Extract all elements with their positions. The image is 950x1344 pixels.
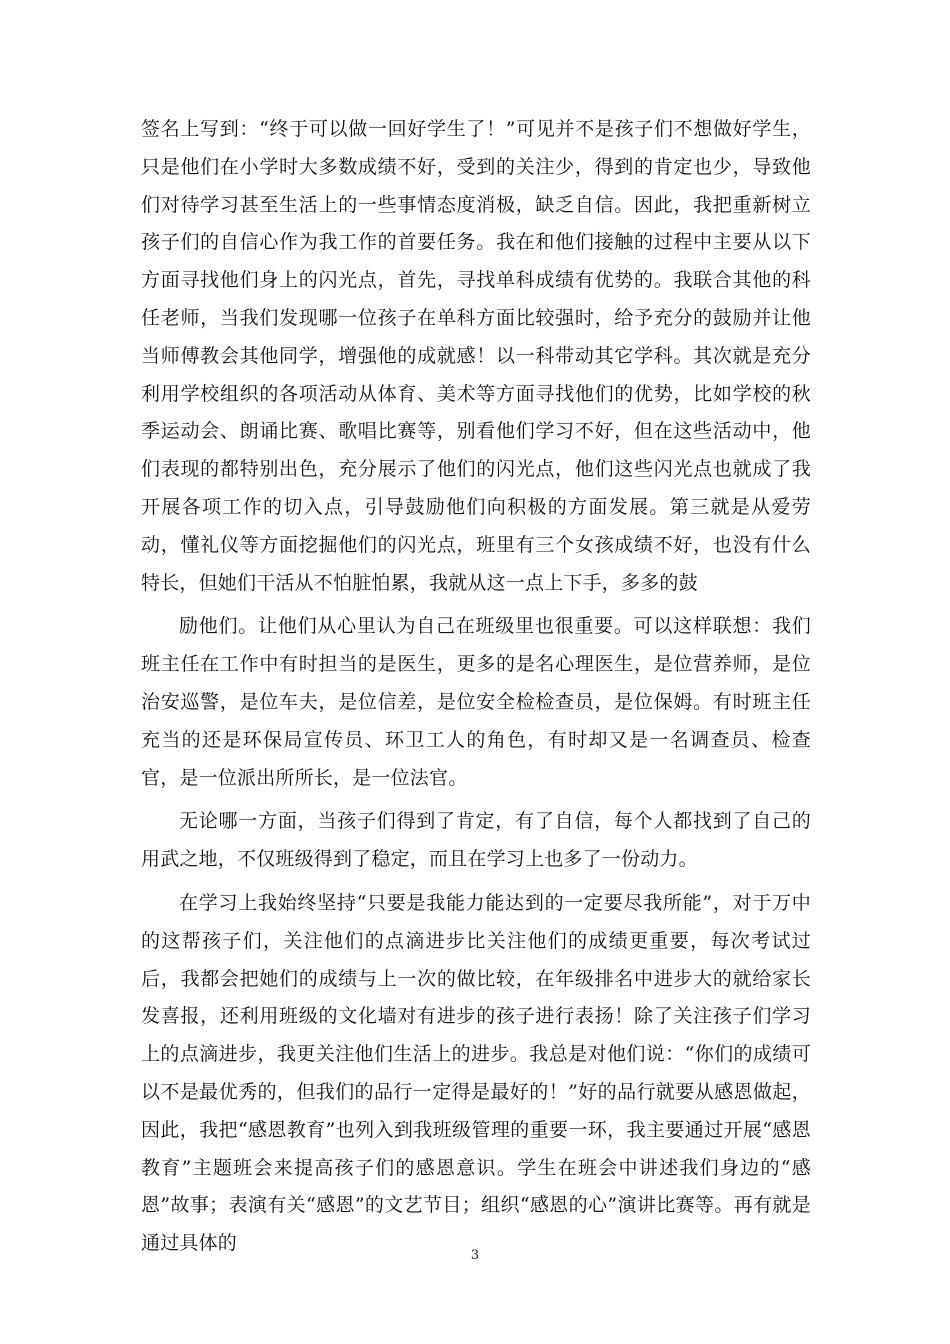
document-body: [141, 111, 811, 1263]
paragraph-4: 在学习上我始终坚持“只要是我能力能达到的一定要尽我所能”，对于万中的这帮孩子们，关注他们的点滴进步比关注他们的成绩更重要，每次考试过后，我都会把她们的成绩与上一次的做比较，在年级排名中进步大的就给家长发喜报，还利用班级的文化墙对有进步的孩子进行表扬！除了关注孩子们学习上的点滴进步，我更关注他们生活上的进步。我总是对他们说：“你们的成绩可以不是最优秀的，但我们的品行一定得是最好的！”好的品行就要从感恩做起，因此，我把“感恩教育”也列入到我班级管理的重要一环，我主要通过开展“感恩教育”主题班会来提高孩子们的感恩意识。学生在班会中讲述我们身边的“感恩”故事；表演有关“感恩”的文艺节目；组织“感恩的心”演讲比赛等。再有就是通过具体的: [141, 891, 811, 1255]
paragraph-2: 励他们。让他们从心里认为自己在班级里也很重要。可以这样联想：我们班主任在工作中有时担当的是医生，更多的是名心理医生，是位营养师，是位治安巡警，是位车夫，是位信差，是位安全检检查员，是位保姆。有时班主任充当的还是环保局宣传员、环卫工人的角色，有时却又是一名调查员、检查官，是一位派出所所长，是一位法官。: [141, 615, 811, 789]
page-number: 3: [470, 1248, 480, 1263]
paragraph-3: 无论哪一方面，当孩子们得到了肯定，有了自信，每个人都找到了自己的用武之地，不仅班级得到了稳定，而且在学习上也多了一份动力。: [141, 810, 811, 871]
paragraph-1: 签名上写到：“终于可以做一回好学生了！”可见并不是孩子们不想做好学生，只是他们在小学时大多数成绩不好，受到的关注少，得到的肯定也少，导致他们对待学习甚至生活上的一些事情态度消极，缺乏自信。因此，我把重新树立孩子们的自信心作为我工作的首要任务。我在和他们接触的过程中主要从以下方面寻找他们身上的闪光点，首先，寻找单科成绩有优势的。我联合其他的科任老师，当我们发现哪一位孩子在单科方面比较强时，给予充分的鼓励并让他当师傅教会其他同学，增强他的成就感！以一科带动其它学科。其次就是充分利用学校组织的各项活动从体育、美术等方面寻找他们的优势，比如学校的秋季运动会、朗诵比赛、歌唱比赛等，别看他们学习不好，但在这些活动中，他们表现的都特别出色，充分展示了他们的闪光点，他们这些闪光点也就成了我开展各项工作的切入点，引导鼓励他们向积极的方面发展。第三就是从爱劳动，懂礼仪等方面挖掘他们的闪光点，班里有三个女孩成绩不好，也没有什么特长，但她们干活从不怕脏怕累，我就从这一点上下手，多多的鼓: [141, 118, 811, 594]
